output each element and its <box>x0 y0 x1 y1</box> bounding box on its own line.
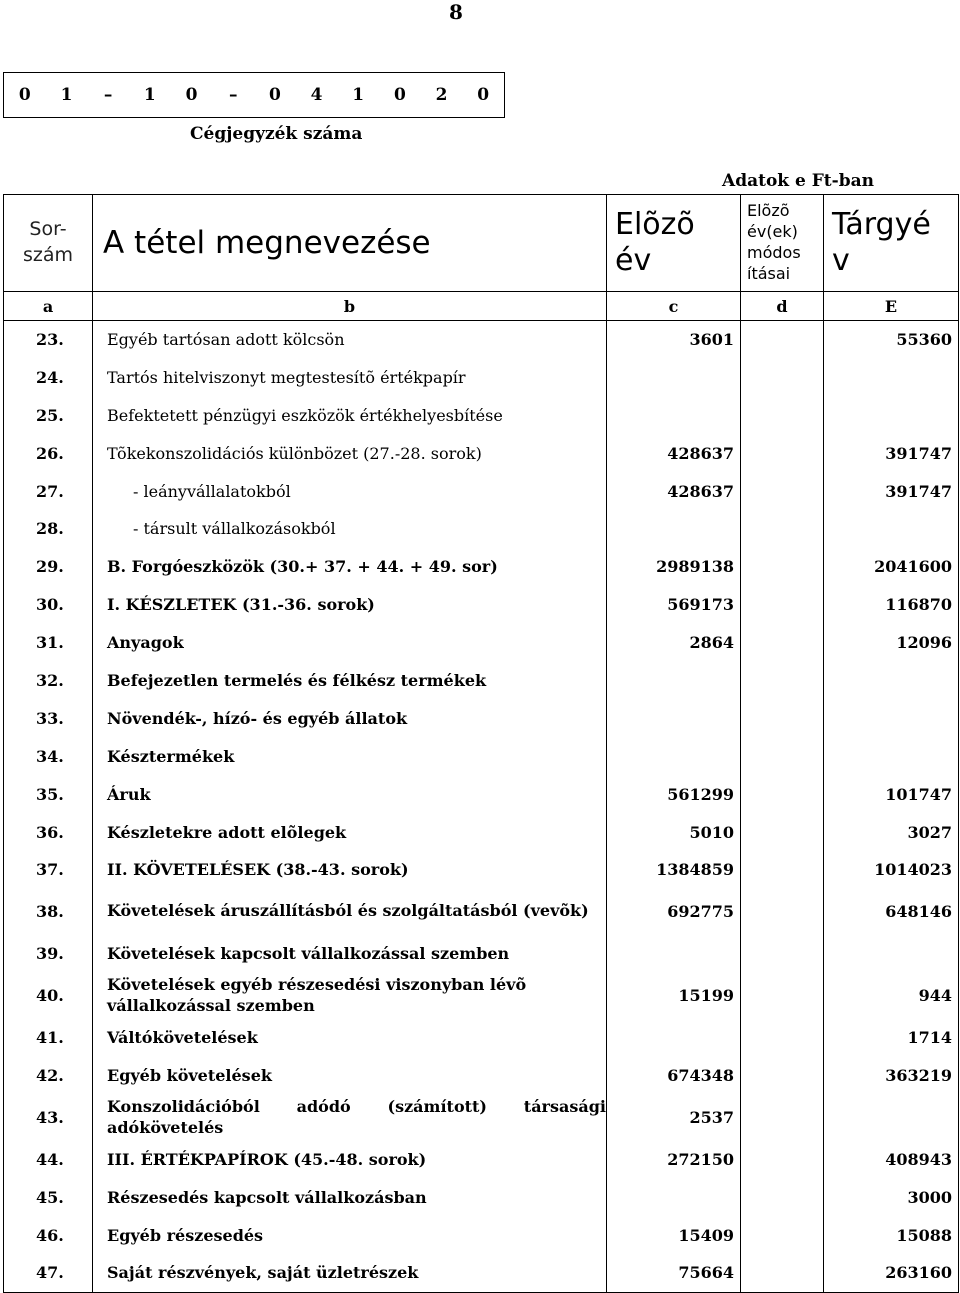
row-previous-year: 2537 <box>607 1095 741 1141</box>
registration-digit: – <box>228 85 238 105</box>
row-item-name: Egyéb tartósan adott kölcsön <box>93 321 607 359</box>
row-modifications <box>741 624 824 662</box>
registration-digit: 1 <box>143 85 156 105</box>
row-item-name: III. ÉRTÉKPAPÍROK (45.-48. sorok) <box>93 1141 607 1179</box>
row-modifications <box>741 548 824 586</box>
table-row <box>4 1254 959 1292</box>
row-current-year: 116870 <box>824 586 959 624</box>
row-current-year: 648146 <box>824 889 959 935</box>
row-modifications <box>741 775 824 813</box>
column-letter: E <box>824 292 959 321</box>
row-modifications <box>741 1216 824 1254</box>
row-current-year: 1014023 <box>824 851 959 889</box>
row-number: 26. <box>4 434 93 472</box>
table-row <box>4 1216 959 1254</box>
row-item-name: Konszolidációból adódó (számított) társasági adókövetelés <box>93 1095 607 1141</box>
row-item-name: Egyéb követelések <box>93 1057 607 1095</box>
row-current-year: 391747 <box>824 434 959 472</box>
column-letter: b <box>93 292 607 321</box>
row-item-name: Áruk <box>93 775 607 813</box>
header-current-year: Tárgyé v <box>824 195 959 292</box>
row-previous-year: 75664 <box>607 1254 741 1292</box>
row-previous-year <box>607 699 741 737</box>
row-item-name: Anyagok <box>93 624 607 662</box>
row-item-name: I. KÉSZLETEK (31.-36. sorok) <box>93 586 607 624</box>
row-previous-year <box>607 358 741 396</box>
row-previous-year: 5010 <box>607 813 741 851</box>
row-current-year <box>824 358 959 396</box>
row-current-year: 391747 <box>824 472 959 510</box>
table-row <box>4 737 959 775</box>
row-item-name: Késztermékek <box>93 737 607 775</box>
row-previous-year <box>607 1019 741 1057</box>
row-number: 29. <box>4 548 93 586</box>
row-item-name: Részesedés kapcsolt vállalkozásban <box>93 1178 607 1216</box>
row-number: 37. <box>4 851 93 889</box>
row-modifications <box>741 321 824 359</box>
row-current-year: 1714 <box>824 1019 959 1057</box>
row-modifications <box>741 935 824 973</box>
row-modifications <box>741 396 824 434</box>
row-number: 31. <box>4 624 93 662</box>
registration-digit: 0 <box>477 85 490 105</box>
table-row <box>4 396 959 434</box>
row-item-name: Követelések egyéb részesedési viszonyban lévõ vállalkozással szemben <box>93 973 607 1019</box>
header-serial: Sor- szám <box>4 195 93 292</box>
row-item-name: - társult vállalkozásokból <box>93 510 607 548</box>
table-row <box>4 775 959 813</box>
row-current-year: 263160 <box>824 1254 959 1292</box>
row-number: 38. <box>4 889 93 935</box>
row-modifications <box>741 1095 824 1141</box>
row-modifications <box>741 1019 824 1057</box>
row-number: 34. <box>4 737 93 775</box>
row-modifications <box>741 358 824 396</box>
header-item-name: A tétel megnevezése <box>93 195 607 292</box>
row-current-year <box>824 935 959 973</box>
row-current-year: 2041600 <box>824 548 959 586</box>
registration-label: Cégjegyzék száma <box>190 124 363 144</box>
row-number: 25. <box>4 396 93 434</box>
header-row <box>4 195 959 292</box>
row-previous-year <box>607 737 741 775</box>
row-number: 43. <box>4 1095 93 1141</box>
row-modifications <box>741 1141 824 1179</box>
table-row <box>4 973 959 1019</box>
row-current-year <box>824 699 959 737</box>
table-row <box>4 1019 959 1057</box>
row-item-name: Követelések kapcsolt vállalkozással szemben <box>93 935 607 973</box>
column-letter-row <box>4 292 959 321</box>
registration-digit: 0 <box>18 85 31 105</box>
units-note: Adatok e Ft-ban <box>722 171 874 191</box>
row-number: 33. <box>4 699 93 737</box>
table-row <box>4 510 959 548</box>
header-modifications: Elõzõ év(ek) módos ításai <box>741 195 824 292</box>
row-number: 41. <box>4 1019 93 1057</box>
row-item-name: Váltókövetelések <box>93 1019 607 1057</box>
table-row <box>4 1095 959 1141</box>
row-number: 39. <box>4 935 93 973</box>
row-previous-year <box>607 1178 741 1216</box>
registration-digit: 1 <box>352 85 365 105</box>
row-modifications <box>741 851 824 889</box>
row-number: 27. <box>4 472 93 510</box>
row-current-year: 55360 <box>824 321 959 359</box>
table-row <box>4 1057 959 1095</box>
row-modifications <box>741 737 824 775</box>
row-previous-year: 692775 <box>607 889 741 935</box>
row-item-name: Egyéb részesedés <box>93 1216 607 1254</box>
row-previous-year: 428637 <box>607 472 741 510</box>
row-current-year <box>824 662 959 700</box>
registration-digit: 2 <box>435 85 448 105</box>
table-row <box>4 935 959 973</box>
table-row <box>4 662 959 700</box>
row-modifications <box>741 472 824 510</box>
row-modifications <box>741 1057 824 1095</box>
row-current-year <box>824 396 959 434</box>
row-number: 30. <box>4 586 93 624</box>
row-current-year <box>824 1095 959 1141</box>
row-current-year: 12096 <box>824 624 959 662</box>
row-modifications <box>741 889 824 935</box>
row-number: 28. <box>4 510 93 548</box>
row-item-name: II. KÖVETELÉSEK (38.-43. sorok) <box>93 851 607 889</box>
page-number: 8 <box>449 0 463 24</box>
table-row <box>4 321 959 359</box>
row-current-year: 15088 <box>824 1216 959 1254</box>
row-number: 45. <box>4 1178 93 1216</box>
row-item-name: Saját részvények, saját üzletrészek <box>93 1254 607 1292</box>
row-previous-year: 561299 <box>607 775 741 813</box>
row-modifications <box>741 662 824 700</box>
row-modifications <box>741 1178 824 1216</box>
column-letter: c <box>607 292 741 321</box>
table-row <box>4 548 959 586</box>
row-previous-year: 674348 <box>607 1057 741 1095</box>
row-number: 46. <box>4 1216 93 1254</box>
row-current-year: 3027 <box>824 813 959 851</box>
row-previous-year <box>607 510 741 548</box>
balance-table <box>3 194 959 1293</box>
row-current-year: 363219 <box>824 1057 959 1095</box>
row-previous-year: 15199 <box>607 973 741 1019</box>
row-number: 35. <box>4 775 93 813</box>
row-previous-year: 428637 <box>607 434 741 472</box>
registration-digit: 0 <box>393 85 406 105</box>
table-row <box>4 889 959 935</box>
row-number: 42. <box>4 1057 93 1095</box>
row-modifications <box>741 973 824 1019</box>
row-number: 44. <box>4 1141 93 1179</box>
table-row <box>4 472 959 510</box>
row-current-year: 101747 <box>824 775 959 813</box>
table-row <box>4 586 959 624</box>
row-item-name: Növendék-, hízó- és egyéb állatok <box>93 699 607 737</box>
registration-number-box <box>3 72 505 118</box>
table-row <box>4 434 959 472</box>
column-letter: a <box>4 292 93 321</box>
row-previous-year: 15409 <box>607 1216 741 1254</box>
table-row <box>4 813 959 851</box>
row-item-name: Befejezetlen termelés és félkész termékek <box>93 662 607 700</box>
table-row <box>4 851 959 889</box>
table-row <box>4 624 959 662</box>
row-previous-year: 272150 <box>607 1141 741 1179</box>
row-current-year: 944 <box>824 973 959 1019</box>
table-row <box>4 699 959 737</box>
table-row <box>4 1141 959 1179</box>
row-item-name: Befektetett pénzügyi eszközök értékhelyesbítése <box>93 396 607 434</box>
row-number: 36. <box>4 813 93 851</box>
row-previous-year: 2864 <box>607 624 741 662</box>
row-previous-year: 569173 <box>607 586 741 624</box>
row-item-name: B. Forgóeszközök (30.+ 37. + 44. + 49. sor) <box>93 548 607 586</box>
row-previous-year <box>607 662 741 700</box>
row-current-year: 3000 <box>824 1178 959 1216</box>
row-previous-year: 3601 <box>607 321 741 359</box>
row-item-name: - leányvállalatokból <box>93 472 607 510</box>
column-letter: d <box>741 292 824 321</box>
row-modifications <box>741 813 824 851</box>
row-modifications <box>741 510 824 548</box>
registration-digit: 0 <box>268 85 281 105</box>
row-modifications <box>741 699 824 737</box>
table-row <box>4 358 959 396</box>
header-previous-year: Elõzõ év <box>607 195 741 292</box>
row-modifications <box>741 434 824 472</box>
row-number: 47. <box>4 1254 93 1292</box>
row-number: 32. <box>4 662 93 700</box>
row-item-name: Tartós hitelviszonyt megtestesítõ értékpapír <box>93 358 607 396</box>
row-number: 24. <box>4 358 93 396</box>
registration-digit: 4 <box>310 85 323 105</box>
registration-digit: 0 <box>185 85 198 105</box>
row-item-name: Készletekre adott elõlegek <box>93 813 607 851</box>
row-modifications <box>741 586 824 624</box>
row-previous-year <box>607 935 741 973</box>
registration-digit: 1 <box>60 85 73 105</box>
row-number: 23. <box>4 321 93 359</box>
row-item-name: Tõkekonszolidációs különbözet (27.-28. sorok) <box>93 434 607 472</box>
row-item-name: Követelések áruszállításból és szolgáltatásból (vevõk) <box>93 889 607 935</box>
row-current-year: 408943 <box>824 1141 959 1179</box>
row-previous-year: 1384859 <box>607 851 741 889</box>
row-previous-year: 2989138 <box>607 548 741 586</box>
row-number: 40. <box>4 973 93 1019</box>
table-row <box>4 1178 959 1216</box>
row-modifications <box>741 1254 824 1292</box>
row-current-year <box>824 737 959 775</box>
registration-digit: – <box>103 85 113 105</box>
row-previous-year <box>607 396 741 434</box>
row-current-year <box>824 510 959 548</box>
